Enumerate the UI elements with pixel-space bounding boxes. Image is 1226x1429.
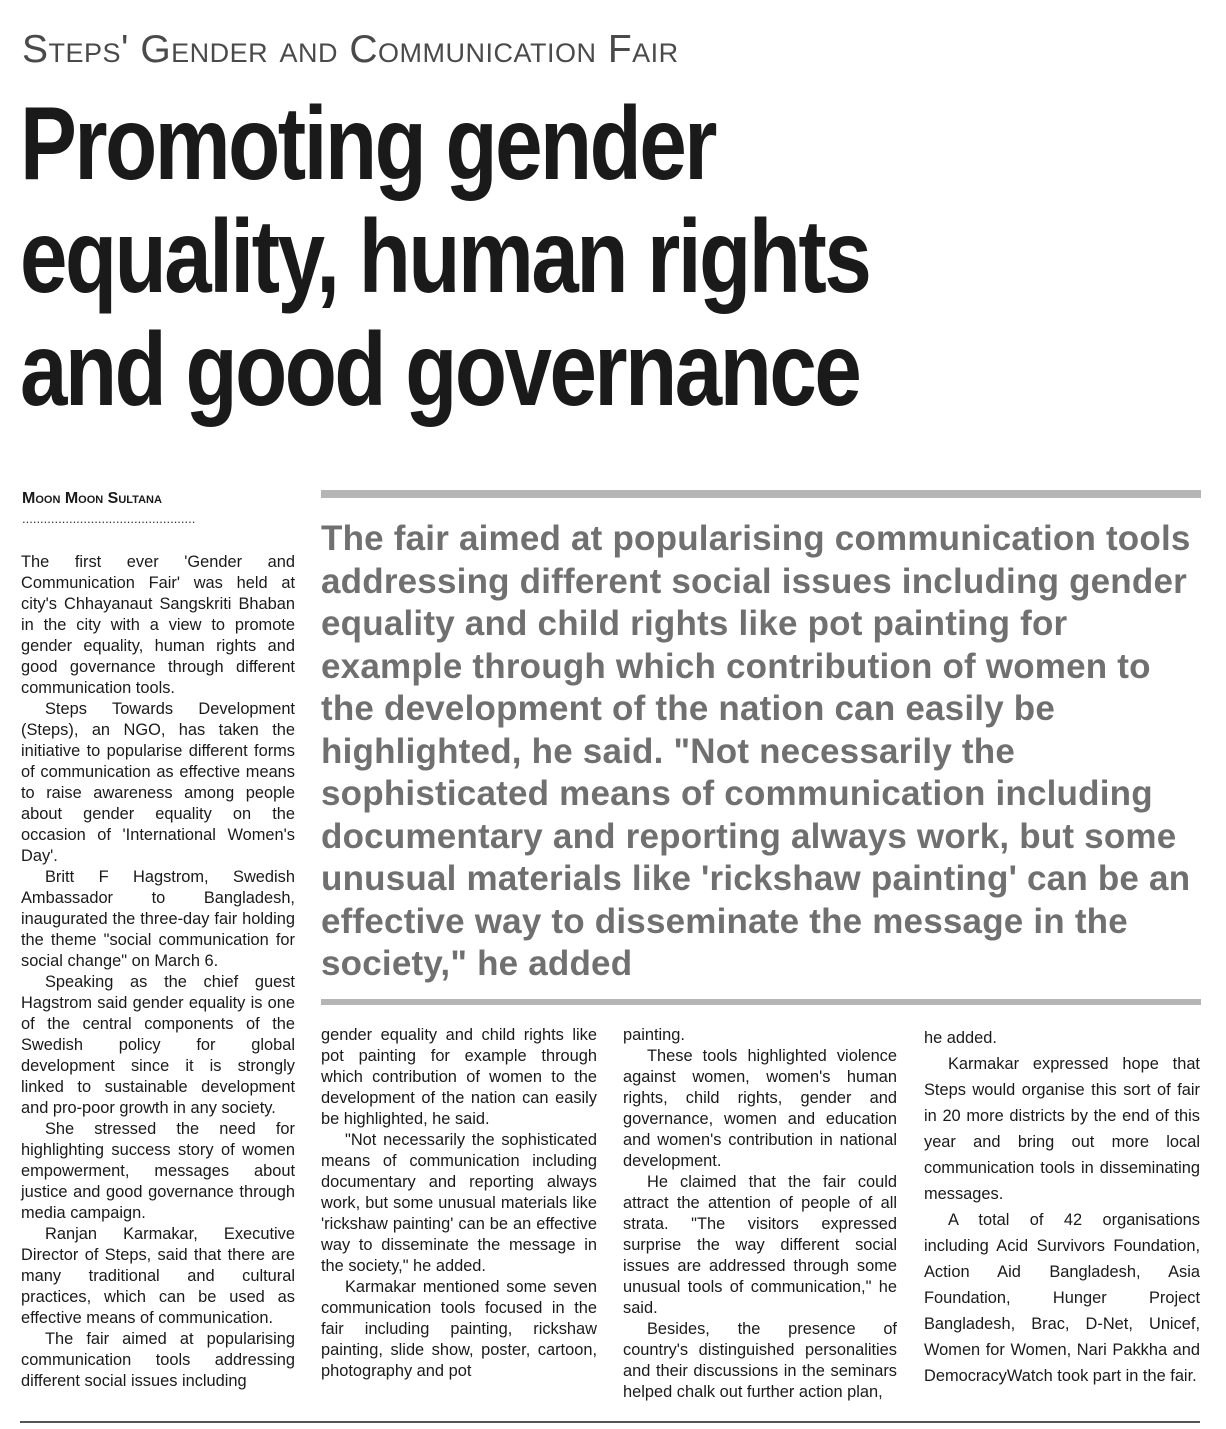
- paragraph: A total of 42 organisations including Acid Survivors Foundation, Action Aid Bangladesh, Asia Foundation, Hunger Project Bangladesh, Brac, D-Net, Unicef, Women for Women, Nari Pakkha and DemocracyWatch took part in the fair.: [924, 1211, 1200, 1385]
- article-column-1: [21, 552, 295, 1392]
- article-column-2: [321, 1025, 597, 1382]
- paragraph: These tools highlighted violence against women, women's human rights, child rights, gender and governance, women and education and women's contribution in national development.: [623, 1047, 897, 1170]
- paragraph: he added.: [924, 1029, 997, 1047]
- page-bottom-rule: [20, 1421, 1200, 1423]
- article-column-3: [623, 1025, 897, 1403]
- section-kicker: Steps' Gender and Communication Fair: [22, 28, 679, 71]
- paragraph: Ranjan Karmakar, Executive Director of Steps, said that there are many traditional and cultural practices, which can be used as effective means of communication.: [21, 1225, 295, 1327]
- pullquote-rule-bottom: [321, 999, 1201, 1005]
- paragraph: Speaking as the chief guest Hagstrom said gender equality is one of the central components of the Swedish policy for global development since it is strongly linked to sustainable development and pro-poor growth in any society.: [21, 973, 295, 1117]
- paragraph: Karmakar expressed hope that Steps would organise this sort of fair in 20 more districts by the end of this year and bring out more local communication tools in disseminating messages.: [924, 1055, 1200, 1203]
- paragraph: "Not necessarily the sophisticated means of communication including documentary and reporting always work, but some unusual materials like 'rickshaw painting' can be an effective way to disseminate the message in the society," he added.: [321, 1131, 597, 1275]
- paragraph: Britt F Hagstrom, Swedish Ambassador to Bangladesh, inaugurated the three-day fair holding the theme "social communication for social change" on March 6.: [21, 868, 295, 970]
- paragraph: Besides, the presence of country's distinguished personalities and their discussions in the seminars helped chalk out further action plan,: [623, 1320, 897, 1401]
- paragraph: painting.: [623, 1026, 685, 1044]
- paragraph: gender equality and child rights like pot painting for example through which contribution of women to the development of the nation can easily be highlighted, he said.: [321, 1026, 597, 1128]
- pullquote-rule-top: [321, 490, 1201, 498]
- paragraph: Steps Towards Development (Steps), an NGO, has taken the initiative to popularise different forms of communication as effective means to raise awareness among people about gender equality on the occasion of 'International Women's Day'.: [21, 700, 295, 865]
- paragraph: He claimed that the fair could attract the attention of people of all strata. "The visitors expressed surprise the way different social issues are addressed through some unusual tools of communication," he said.: [623, 1173, 897, 1317]
- article-column-4: [924, 1025, 1200, 1389]
- headline: Promoting gender equality, human rights and good governance: [20, 86, 870, 428]
- byline-separator: ................................................: [22, 511, 196, 526]
- byline: Moon Moon Sultana: [22, 490, 162, 507]
- pullquote: The fair aimed at popularising communication tools addressing different social issues including gender equality and child rights like pot painting for example through which contribution of women to the development of the nation can easily be highlighted, he said. "Not necessarily the sophisticated means of communication including documentary and reporting always work, but some unusual materials like 'rickshaw painting' can be an effective way to disseminate the message in the society," he added: [321, 519, 1191, 983]
- paragraph: The fair aimed at popularising communication tools addressing different social issues including: [21, 1330, 295, 1390]
- paragraph: The first ever 'Gender and Communication Fair' was held at city's Chhayanaut Sangskriti Bhaban in the city with a view to promote gender equality, human rights and good governance through different communication tools.: [21, 553, 295, 697]
- paragraph: She stressed the need for highlighting success story of women empowerment, messages about justice and good governance through media campaign.: [21, 1120, 295, 1222]
- paragraph: Karmakar mentioned some seven communication tools focused in the fair including painting, rickshaw painting, slide show, poster, cartoon, photography and pot: [321, 1278, 597, 1380]
